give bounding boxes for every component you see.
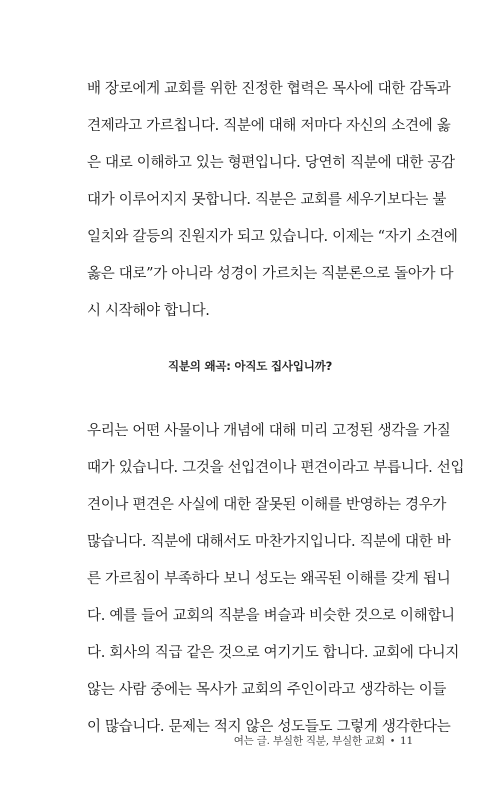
text-line: 옳은 대로”가 아니라 성경이 가르치는 직분론으로 돌아가 다 — [87, 266, 454, 282]
page-number: 11 — [400, 735, 413, 747]
paragraph-2 — [87, 413, 465, 746]
section-heading: 직분의 왜곡: 아직도 집사입니까? — [167, 359, 333, 373]
text-line: 많습니다. 직분에 대해서도 마찬가지입니다. 직분에 대한 바 — [87, 534, 451, 550]
text-line: 견제라고 가르칩니다. 직분에 대해 저마다 자신의 소견에 옳 — [87, 118, 451, 134]
text-line: 때가 있습니다. 그것을 선입견이나 편견이라고 부릅니다. 선입 — [87, 460, 465, 476]
text-line: 다. 회사의 직급 같은 것으로 여기기도 합니다. 교회에 다니지 — [87, 645, 460, 661]
text-line: 른 가르침이 부족하다 보니 성도는 왜곡된 이해를 갖게 됩니 — [87, 571, 451, 587]
text-line: 우리는 어떤 사물이나 개념에 대해 미리 고정된 생각을 가질 — [87, 423, 451, 439]
bullet-separator: • — [389, 737, 396, 747]
running-title: 여는 글. 부실한 직분, 부실한 교회 — [233, 735, 385, 747]
text-line: 은 대로 이해하고 있는 형편입니다. 당연히 직분에 대한 공감 — [87, 155, 455, 171]
text-line: 일치와 갈등의 진원지가 되고 있습니다. 이제는 “자기 소견에 — [87, 229, 458, 245]
paragraph-1 — [87, 71, 458, 330]
page-footer — [234, 733, 413, 748]
text-line: 대가 이루어지지 못합니다. 직분은 교회를 세우기보다는 불 — [87, 192, 447, 208]
text-line: 배 장로에게 교회를 위한 진정한 협력은 목사에 대한 감독과 — [87, 81, 451, 97]
text-line: 견이나 편견은 사실에 대한 잘못된 이해를 반영하는 경우가 — [87, 497, 447, 513]
text-line: 다. 예를 들어 교회의 직분을 벼슬과 비슷한 것으로 이해합니 — [87, 608, 455, 624]
text-line: 시 시작해야 합니다. — [87, 303, 210, 319]
text-line: 이 많습니다. 문제는 적지 않은 성도들도 그렇게 생각한다는 — [87, 719, 451, 735]
text-line: 않는 사람 중에는 목사가 교회의 주인이라고 생각하는 이들 — [87, 682, 447, 698]
